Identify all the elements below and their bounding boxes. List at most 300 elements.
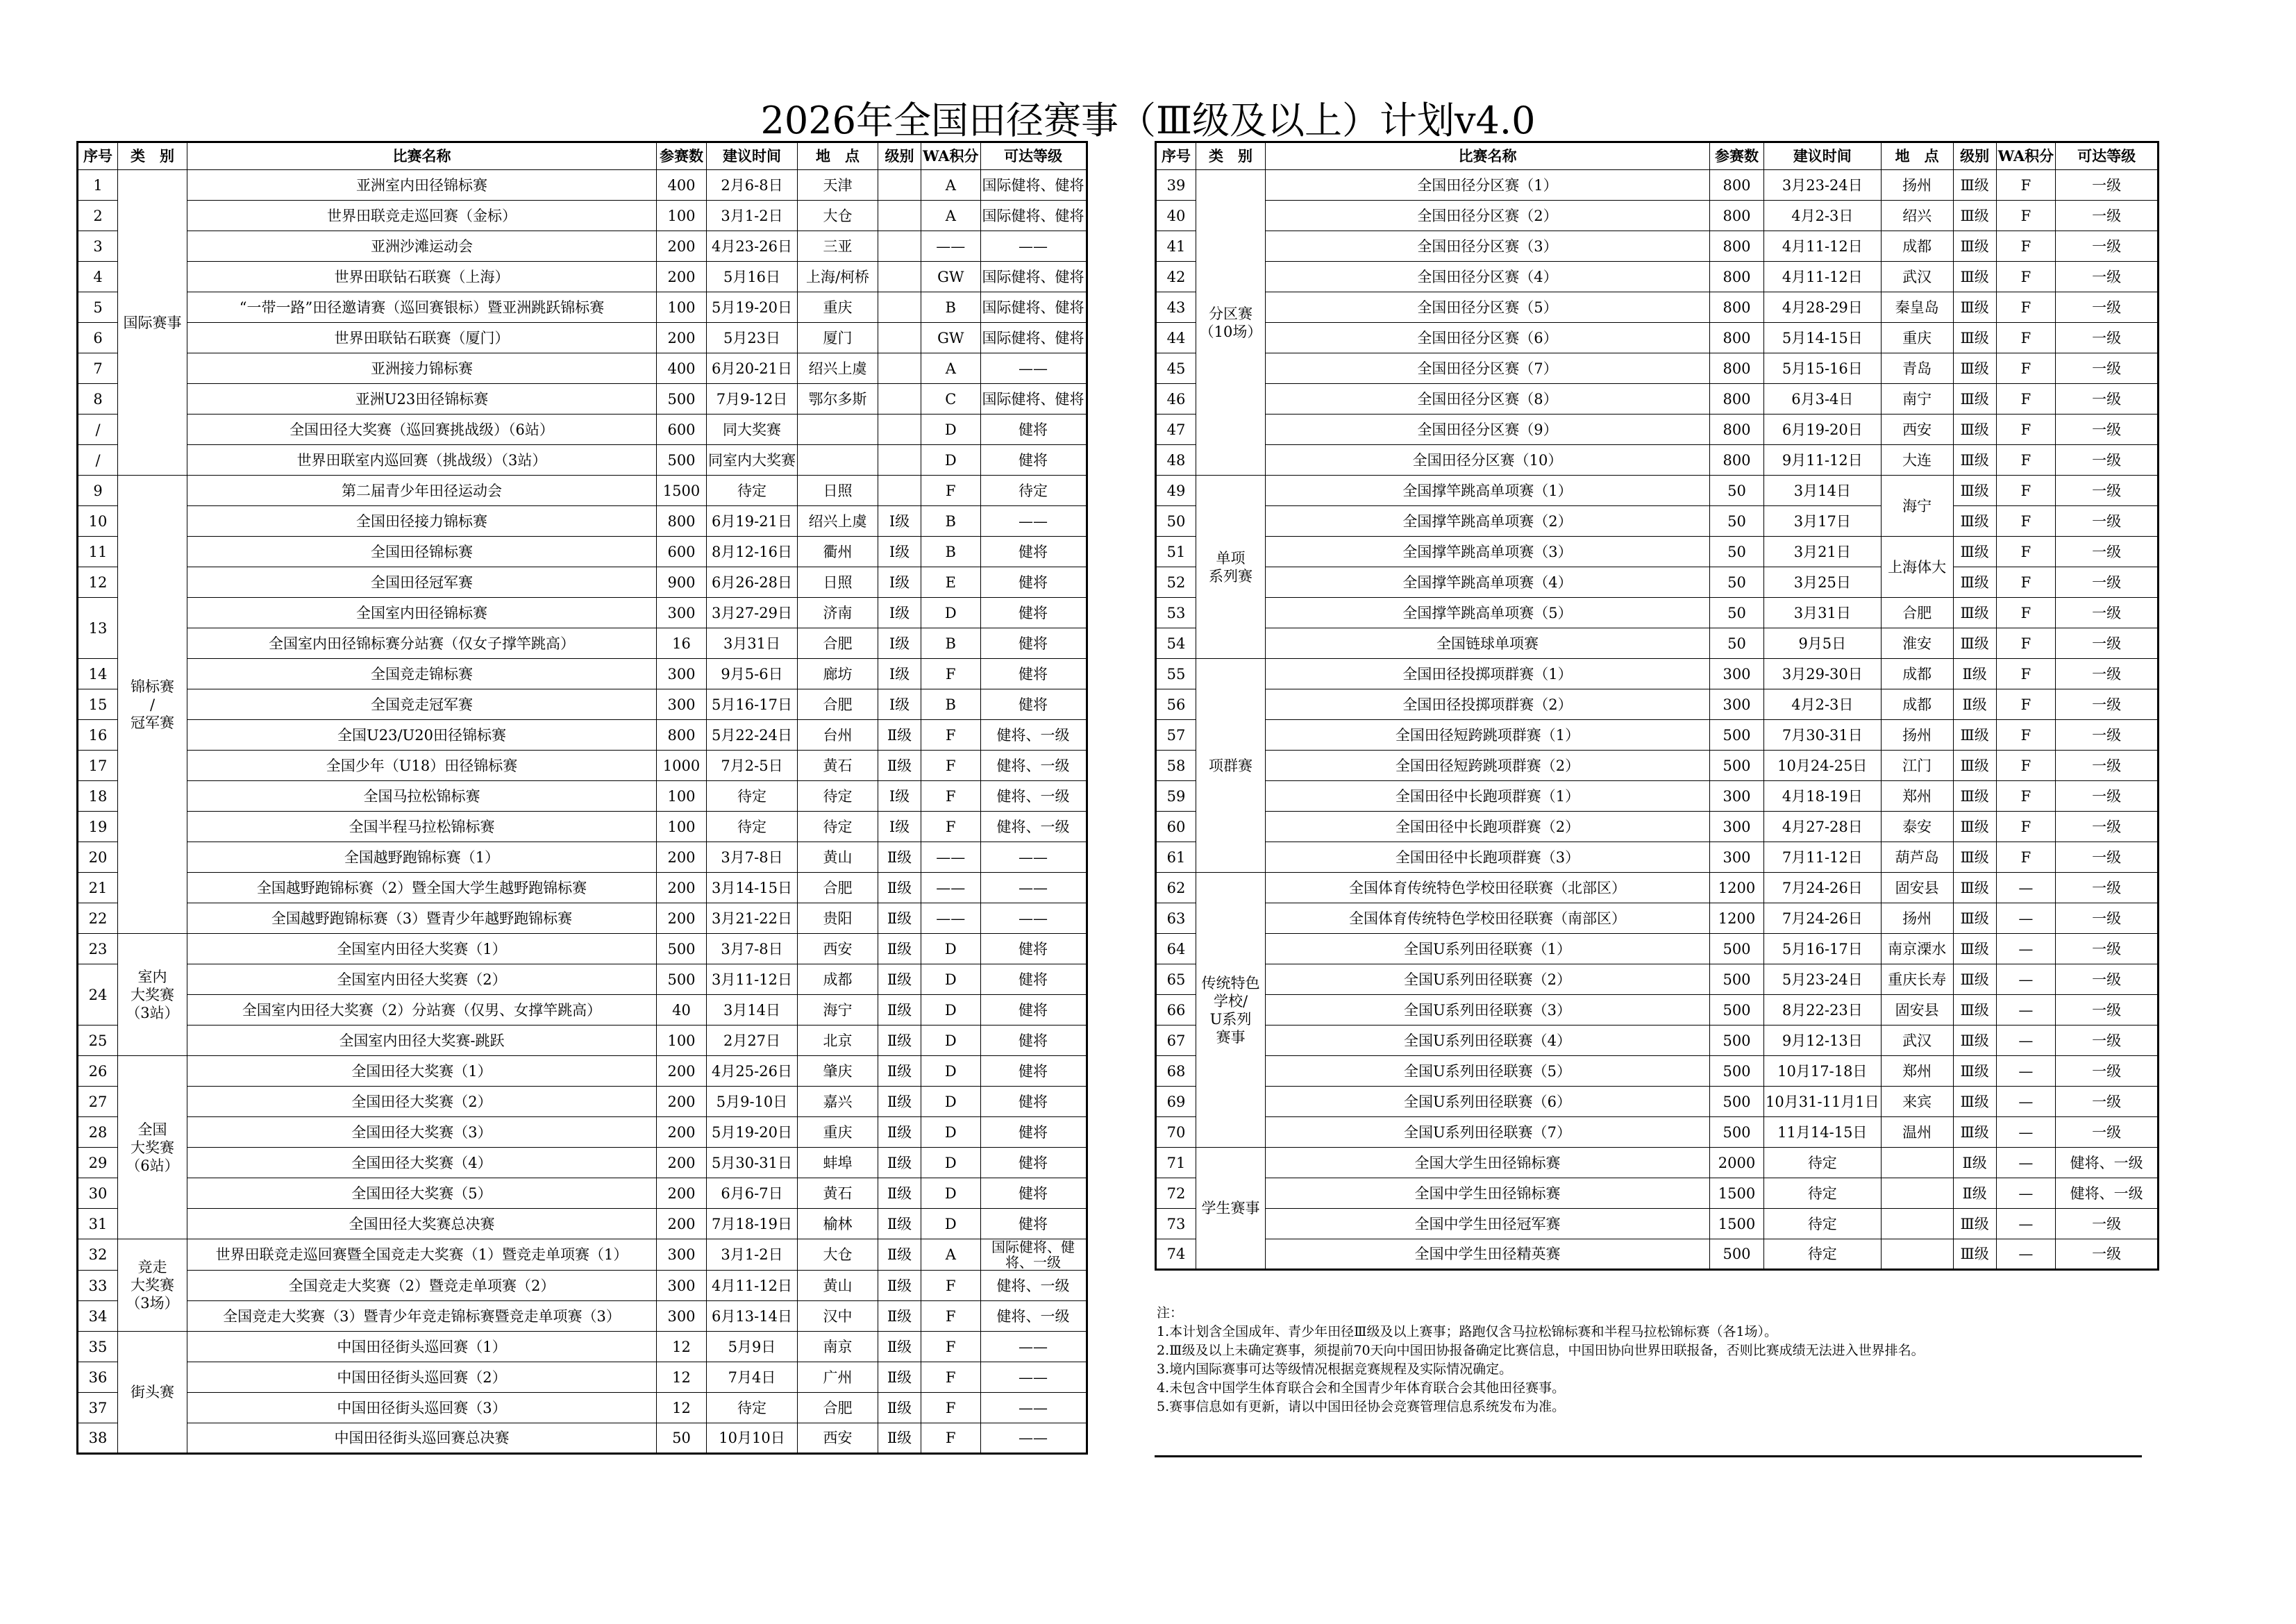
table-row	[78, 1393, 1087, 1423]
row-grade: 健将	[980, 1087, 1087, 1117]
row-place: 广州	[798, 1362, 878, 1393]
row-place: 扬州	[1881, 170, 1953, 201]
row-seq: 42	[1156, 262, 1196, 292]
row-place: 日照	[798, 567, 878, 598]
row-date: 待定	[1764, 1239, 1882, 1270]
row-level: Ⅲ级	[1953, 598, 1996, 628]
row-name: 全国中学生田径冠军赛	[1266, 1209, 1710, 1239]
row-date: 3月31日	[707, 628, 798, 659]
row-seq: 3	[78, 231, 118, 262]
table-row	[78, 1117, 1087, 1148]
row-name: 全国U系列田径联赛（5）	[1266, 1056, 1710, 1087]
row-name: 全国越野跑锦标赛（2）暨全国大学生越野跑锦标赛	[187, 873, 657, 903]
row-grade: 一级	[2056, 781, 2159, 812]
row-date: 11月14-15日	[1764, 1117, 1882, 1148]
row-participants: 300	[1710, 781, 1764, 812]
header-level: 级别	[1953, 142, 1996, 170]
row-participants: 500	[1710, 995, 1764, 1026]
row-place: 嘉兴	[798, 1087, 878, 1117]
row-grade: 国际健将、健将	[980, 201, 1087, 231]
table-row	[1156, 720, 2159, 751]
row-grade: 一级	[2056, 1209, 2159, 1239]
row-seq: 25	[78, 1026, 118, 1056]
row-participants: 200	[657, 903, 707, 934]
row-date: 6月26-28日	[707, 567, 798, 598]
row-wa: —	[1996, 1026, 2056, 1056]
row-name: 全国竞走大奖赛（3）暨青少年竞走锦标赛暨竞走单项赛（3）	[187, 1301, 657, 1332]
row-grade: ——	[980, 903, 1087, 934]
row-category: 全国 大奖赛 （6站）	[118, 1056, 187, 1239]
row-level: Ⅱ级	[878, 1271, 921, 1301]
row-date: 6月13-14日	[707, 1301, 798, 1332]
row-name: 世界田联钻石联赛（上海）	[187, 262, 657, 292]
row-participants: 200	[657, 842, 707, 873]
row-participants: 1200	[1710, 903, 1764, 934]
row-place: 天津	[798, 170, 878, 201]
row-date: 6月19-20日	[1764, 415, 1882, 445]
row-seq: 46	[1156, 384, 1196, 415]
row-category: 学生赛事	[1196, 1148, 1266, 1270]
table-row	[1156, 201, 2159, 231]
row-level: Ⅲ级	[1953, 506, 1996, 537]
row-participants: 300	[1710, 689, 1764, 720]
row-participants: 800	[1710, 201, 1764, 231]
table-row	[1156, 934, 2159, 964]
row-name: 全国撑竿跳高单项赛（3）	[1266, 537, 1710, 567]
row-seq: 71	[1156, 1148, 1196, 1178]
row-date: 5月14-15日	[1764, 323, 1882, 353]
table-row	[1156, 659, 2159, 689]
row-name: 全国竞走冠军赛	[187, 689, 657, 720]
row-grade: 一级	[2056, 903, 2159, 934]
row-name: 全国室内田径大奖赛（2）分站赛（仅男、女撑竿跳高）	[187, 995, 657, 1026]
row-participants: 500	[1710, 751, 1764, 781]
row-grade: 一级	[2056, 1117, 2159, 1148]
row-seq: 5	[78, 292, 118, 323]
row-grade: 健将	[980, 1148, 1087, 1178]
row-seq: 40	[1156, 201, 1196, 231]
row-seq: 34	[78, 1301, 118, 1332]
row-participants: 600	[657, 537, 707, 567]
row-wa: A	[921, 201, 981, 231]
row-category: 室内 大奖赛 （3站）	[118, 934, 187, 1056]
row-participants: 200	[657, 323, 707, 353]
row-grade: 一级	[2056, 537, 2159, 567]
table-row	[1156, 873, 2159, 903]
row-grade: 一级	[2056, 506, 2159, 537]
row-wa: —	[1996, 1209, 2056, 1239]
row-wa: F	[1996, 353, 2056, 384]
row-participants: 200	[657, 1087, 707, 1117]
row-place	[798, 445, 878, 476]
row-seq: 23	[78, 934, 118, 964]
row-name: 世界田联竞走巡回赛（金标）	[187, 201, 657, 231]
table-row	[78, 1209, 1087, 1239]
row-grade: 健将	[980, 1026, 1087, 1056]
row-wa: F	[921, 751, 981, 781]
row-wa: D	[921, 1026, 981, 1056]
row-name: 全国田径大奖赛（5）	[187, 1178, 657, 1209]
row-participants: 100	[657, 812, 707, 842]
row-place: 大连	[1881, 445, 1953, 476]
row-seq: 18	[78, 781, 118, 812]
row-place: 成都	[1881, 689, 1953, 720]
row-participants: 40	[657, 995, 707, 1026]
row-level: Ⅲ级	[1953, 628, 1996, 659]
row-grade: 健将、一级	[980, 812, 1087, 842]
row-seq: 26	[78, 1056, 118, 1087]
row-grade: 国际健将、健将、一级	[980, 1239, 1087, 1271]
row-seq: 73	[1156, 1209, 1196, 1239]
row-participants: 50	[1710, 598, 1764, 628]
row-wa: F	[1996, 567, 2056, 598]
table-row	[78, 1332, 1087, 1362]
row-seq: 66	[1156, 995, 1196, 1026]
row-date: 7月2-5日	[707, 751, 798, 781]
row-place: 江门	[1881, 751, 1953, 781]
row-name: 亚洲接力锦标赛	[187, 353, 657, 384]
row-name: 全国田径大奖赛（2）	[187, 1087, 657, 1117]
row-participants: 16	[657, 628, 707, 659]
row-level: Ⅲ级	[1953, 445, 1996, 476]
row-seq: 69	[1156, 1087, 1196, 1117]
row-level: Ⅲ级	[1953, 812, 1996, 842]
row-date: 5月15-16日	[1764, 353, 1882, 384]
row-wa: F	[1996, 292, 2056, 323]
header-seq: 序号	[1156, 142, 1196, 170]
row-participants: 500	[657, 384, 707, 415]
table-row	[1156, 751, 2159, 781]
row-wa: F	[921, 1362, 981, 1393]
row-grade: 一级	[2056, 567, 2159, 598]
row-grade: 健将、一级	[2056, 1178, 2159, 1209]
row-level: Ⅲ级	[1953, 964, 1996, 995]
row-wa: ——	[921, 903, 981, 934]
row-grade: 一级	[2056, 353, 2159, 384]
row-name: 全国田径分区赛（4）	[1266, 262, 1710, 292]
table-row	[78, 628, 1087, 659]
row-name: 中国田径街头巡回赛（1）	[187, 1332, 657, 1362]
row-level	[878, 262, 921, 292]
row-place: 合肥	[1881, 598, 1953, 628]
table-row	[78, 1056, 1087, 1087]
row-grade: 一级	[2056, 934, 2159, 964]
row-grade: 一级	[2056, 323, 2159, 353]
row-date: 5月23日	[707, 323, 798, 353]
row-category: 单项 系列赛	[1196, 476, 1266, 659]
row-wa: F	[1996, 598, 2056, 628]
row-level: Ⅰ级	[878, 506, 921, 537]
row-grade: 一级	[2056, 689, 2159, 720]
row-level: Ⅲ级	[1953, 170, 1996, 201]
row-wa: F	[1996, 201, 2056, 231]
row-seq: 27	[78, 1087, 118, 1117]
row-date: 5月19-20日	[707, 1117, 798, 1148]
row-grade: 健将	[980, 415, 1087, 445]
row-seq: 29	[78, 1148, 118, 1178]
row-wa: A	[921, 1239, 981, 1271]
table-row	[78, 1362, 1087, 1393]
row-seq: 49	[1156, 476, 1196, 506]
row-participants: 200	[657, 1148, 707, 1178]
table-row	[78, 292, 1087, 323]
row-participants: 12	[657, 1362, 707, 1393]
row-date: 8月12-16日	[707, 537, 798, 567]
row-seq: 20	[78, 842, 118, 873]
row-seq: 54	[1156, 628, 1196, 659]
row-grade: 健将、一级	[980, 781, 1087, 812]
row-date: 待定	[707, 1393, 798, 1423]
row-grade: 一级	[2056, 995, 2159, 1026]
table-row	[78, 934, 1087, 964]
row-name: 全国U系列田径联赛（1）	[1266, 934, 1710, 964]
row-date: 6月19-21日	[707, 506, 798, 537]
row-participants: 300	[657, 1301, 707, 1332]
row-name: 全国体育传统特色学校田径联赛（北部区）	[1266, 873, 1710, 903]
row-participants: 50	[1710, 567, 1764, 598]
row-level: Ⅱ级	[878, 1148, 921, 1178]
row-name: 全国田径大奖赛（4）	[187, 1148, 657, 1178]
row-participants: 500	[657, 964, 707, 995]
row-wa: A	[921, 353, 981, 384]
row-date: 5月19-20日	[707, 292, 798, 323]
row-participants: 1500	[657, 476, 707, 506]
header-wa: WA积分	[1996, 142, 2056, 170]
row-seq: 4	[78, 262, 118, 292]
notes	[1157, 1304, 2136, 1416]
row-name: 全国田径分区赛（7）	[1266, 353, 1710, 384]
header-name: 比赛名称	[1266, 142, 1710, 170]
table-row	[1156, 903, 2159, 934]
header-place: 地 点	[1881, 142, 1953, 170]
row-date: 7月11-12日	[1764, 842, 1882, 873]
row-grade: 健将	[980, 537, 1087, 567]
row-wa: —	[1996, 1239, 2056, 1270]
table-row	[1156, 323, 2159, 353]
row-participants: 800	[1710, 353, 1764, 384]
table-row	[1156, 1026, 2159, 1056]
note-item: 2.Ⅲ级及以上未确定赛事，须提前70天向中国田协报备确定比赛信息，中国田协向世界田联报备，否则比赛成绩无法进入世界排名。	[1157, 1343, 1925, 1358]
table-row	[78, 537, 1087, 567]
row-level: Ⅱ级	[878, 1362, 921, 1393]
row-level	[878, 415, 921, 445]
row-grade: ——	[980, 231, 1087, 262]
row-wa: D	[921, 1117, 981, 1148]
row-date: 5月16日	[707, 262, 798, 292]
row-category: 国际赛事	[118, 170, 187, 476]
row-name: 亚洲室内田径锦标赛	[187, 170, 657, 201]
row-grade: 一级	[2056, 1026, 2159, 1056]
row-place: 待定	[798, 781, 878, 812]
table-row	[1156, 537, 2159, 567]
row-grade: 一级	[2056, 445, 2159, 476]
row-place: 重庆长寿	[1881, 964, 1953, 995]
table-row	[1156, 476, 2159, 506]
row-level: Ⅱ级	[1953, 659, 1996, 689]
row-grade: 一级	[2056, 598, 2159, 628]
row-wa: F	[921, 476, 981, 506]
row-seq: 35	[78, 1332, 118, 1362]
row-date: 3月27-29日	[707, 598, 798, 628]
row-wa: —	[1996, 1117, 2056, 1148]
row-name: 全国田径分区赛（8）	[1266, 384, 1710, 415]
row-place: 北京	[798, 1026, 878, 1056]
row-grade: ——	[980, 506, 1087, 537]
table-row	[78, 323, 1087, 353]
table-row	[1156, 506, 2159, 537]
table-row	[1156, 1209, 2159, 1239]
row-seq: 57	[1156, 720, 1196, 751]
row-grade: 健将	[980, 445, 1087, 476]
row-date: 3月14-15日	[707, 873, 798, 903]
row-wa: D	[921, 1087, 981, 1117]
row-grade: 健将	[980, 1209, 1087, 1239]
row-name: 全国链球单项赛	[1266, 628, 1710, 659]
row-grade: 健将	[980, 567, 1087, 598]
row-name: 全国田径分区赛（10）	[1266, 445, 1710, 476]
row-level: Ⅲ级	[1953, 934, 1996, 964]
table-row	[78, 1087, 1087, 1117]
row-grade: 健将	[980, 1117, 1087, 1148]
row-grade: 健将	[980, 689, 1087, 720]
table-row	[78, 903, 1087, 934]
row-level: Ⅲ级	[1953, 1209, 1996, 1239]
table-header-row	[1156, 142, 2159, 170]
header-grade: 可达等级	[2056, 142, 2159, 170]
table-row	[78, 384, 1087, 415]
row-participants: 600	[657, 415, 707, 445]
row-name: 全国撑竿跳高单项赛（5）	[1266, 598, 1710, 628]
row-seq: 12	[78, 567, 118, 598]
row-seq: 36	[78, 1362, 118, 1393]
row-grade: 一级	[2056, 628, 2159, 659]
row-place: 西安	[798, 1423, 878, 1454]
row-name: 全国U系列田径联赛（7）	[1266, 1117, 1710, 1148]
row-level: Ⅱ级	[1953, 1148, 1996, 1178]
row-level	[878, 170, 921, 201]
bottom-rule	[1155, 1455, 2142, 1457]
row-seq: 14	[78, 659, 118, 689]
row-name: 全国U23/U20田径锦标赛	[187, 720, 657, 751]
row-name: 全国田径大奖赛总决赛	[187, 1209, 657, 1239]
row-wa: B	[921, 689, 981, 720]
row-level: Ⅲ级	[1953, 842, 1996, 873]
row-date: 3月21-22日	[707, 903, 798, 934]
row-wa: F	[1996, 628, 2056, 659]
table-row	[1156, 1087, 2159, 1117]
table-row	[78, 476, 1087, 506]
row-wa: C	[921, 384, 981, 415]
row-participants: 100	[657, 781, 707, 812]
row-participants: 300	[657, 1271, 707, 1301]
header-participants: 参赛数	[1710, 142, 1764, 170]
row-wa: F	[921, 1393, 981, 1423]
row-level: Ⅰ级	[878, 689, 921, 720]
row-level: Ⅱ级	[878, 1087, 921, 1117]
row-place: 贵阳	[798, 903, 878, 934]
row-wa: F	[921, 781, 981, 812]
row-wa: ——	[921, 842, 981, 873]
row-level: Ⅲ级	[1953, 720, 1996, 751]
row-name: 全国田径分区赛（1）	[1266, 170, 1710, 201]
row-seq: 68	[1156, 1056, 1196, 1087]
row-participants: 800	[1710, 415, 1764, 445]
row-date: 5月9-10日	[707, 1087, 798, 1117]
row-participants: 100	[657, 1026, 707, 1056]
table-row	[78, 689, 1087, 720]
row-place: 日照	[798, 476, 878, 506]
row-date: 4月11-12日	[1764, 262, 1882, 292]
row-place: 武汉	[1881, 1026, 1953, 1056]
row-date: 7月30-31日	[1764, 720, 1882, 751]
row-grade: 健将	[980, 1056, 1087, 1087]
row-name: 全国半程马拉松锦标赛	[187, 812, 657, 842]
table-row	[1156, 1178, 2159, 1209]
row-wa: F	[1996, 812, 2056, 842]
row-level: Ⅱ级	[878, 1056, 921, 1087]
row-grade: 健将、一级	[980, 751, 1087, 781]
row-category: 分区赛 （10场）	[1196, 170, 1266, 476]
table-row	[78, 262, 1087, 292]
row-participants: 800	[1710, 384, 1764, 415]
row-name: 全国少年（U18）田径锦标赛	[187, 751, 657, 781]
row-wa: —	[1996, 1148, 2056, 1178]
row-seq: 39	[1156, 170, 1196, 201]
schedule-table-left	[76, 141, 1088, 1455]
row-level: Ⅱ级	[1953, 689, 1996, 720]
row-place: 扬州	[1881, 720, 1953, 751]
row-date: 9月11-12日	[1764, 445, 1882, 476]
header-category: 类 别	[1196, 142, 1266, 170]
row-date: 待定	[1764, 1178, 1882, 1209]
row-level: Ⅲ级	[1953, 262, 1996, 292]
row-wa: D	[921, 964, 981, 995]
row-grade: 一级	[2056, 842, 2159, 873]
row-seq: 70	[1156, 1117, 1196, 1148]
row-grade: ——	[980, 1362, 1087, 1393]
row-participants: 50	[1710, 476, 1764, 506]
row-seq: 28	[78, 1117, 118, 1148]
row-grade: 一级	[2056, 201, 2159, 231]
row-participants: 500	[657, 445, 707, 476]
row-level: Ⅲ级	[1953, 781, 1996, 812]
row-seq: 60	[1156, 812, 1196, 842]
row-participants: 800	[1710, 231, 1764, 262]
table-row	[1156, 842, 2159, 873]
table-row	[78, 812, 1087, 842]
row-participants: 200	[657, 1209, 707, 1239]
header-participants: 参赛数	[657, 142, 707, 170]
table-row	[78, 1423, 1087, 1454]
table-row	[78, 1148, 1087, 1178]
header-grade: 可达等级	[980, 142, 1087, 170]
row-name: 全国田径短跨跳项群赛（1）	[1266, 720, 1710, 751]
row-participants: 300	[1710, 659, 1764, 689]
row-wa: B	[921, 506, 981, 537]
row-level: Ⅲ级	[1953, 476, 1996, 506]
row-place: 成都	[798, 964, 878, 995]
row-date: 3月11-12日	[707, 964, 798, 995]
notes-heading: 注：	[1157, 1305, 1184, 1321]
row-wa: F	[1996, 659, 2056, 689]
row-name: 全国室内田径锦标赛分站赛（仅女子撑竿跳高）	[187, 628, 657, 659]
row-participants: 100	[657, 201, 707, 231]
row-name: 全国室内田径大奖赛（1）	[187, 934, 657, 964]
row-participants: 200	[657, 1056, 707, 1087]
row-wa: —	[1996, 964, 2056, 995]
row-name: 亚洲U23田径锦标赛	[187, 384, 657, 415]
row-level: Ⅰ级	[878, 628, 921, 659]
